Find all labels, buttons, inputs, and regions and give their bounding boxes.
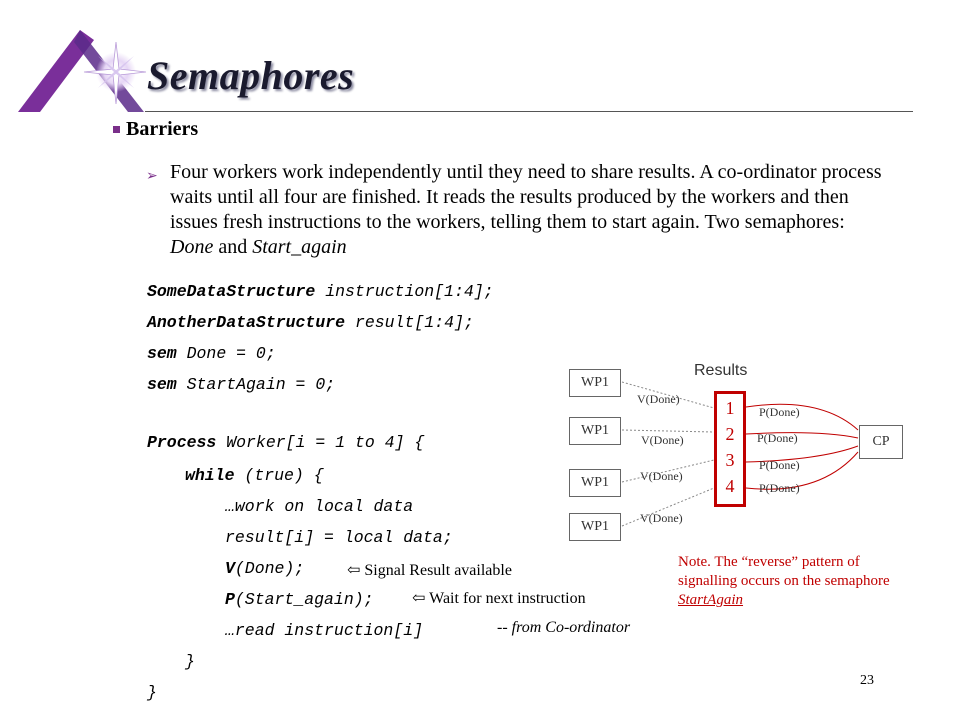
worker-box: WP1: [569, 513, 621, 541]
from-annotation: -- from Co-ordinator: [497, 619, 631, 636]
description-paragraph: [170, 160, 890, 260]
code-line: SomeDataStructure instruction[1:4];: [147, 282, 494, 301]
code-line: while (true) {: [185, 466, 324, 485]
code-line: Process Worker[i = 1 to 4] {: [147, 433, 425, 452]
v-done-label: V(Done): [640, 469, 683, 483]
left-arrow-icon: ⇦: [412, 590, 430, 607]
title-divider: [145, 111, 913, 112]
p-done-label: P(Done): [759, 405, 800, 419]
v-done-label: V(Done): [641, 433, 684, 447]
code-line: V(Done);: [225, 559, 305, 578]
result-slot: 3: [725, 450, 735, 470]
p-done-label: P(Done): [759, 458, 800, 472]
result-slot: 1: [725, 398, 735, 418]
result-slot: 4: [725, 476, 735, 496]
worker-box: WP1: [569, 469, 621, 497]
left-arrow-icon: ⇦: [347, 562, 365, 579]
semaphore-start-name: Start_again: [252, 236, 347, 258]
code-line: P(Start_again);: [225, 590, 374, 609]
code-line: sem StartAgain = 0;: [147, 375, 336, 394]
p-done-label: P(Done): [757, 431, 798, 445]
arrow-bullet-icon: ➢: [146, 169, 158, 184]
results-array: [714, 391, 746, 507]
bullet-heading: Barriers: [126, 118, 199, 140]
semaphore-done-name: Done: [170, 236, 214, 258]
worker-box: WP1: [569, 417, 621, 445]
page-number: 23: [860, 673, 874, 688]
slide-title: Semaphores: [147, 53, 355, 98]
wait-annotation: ⇦ Wait for next instruction: [412, 590, 586, 607]
note-text: Note. The “reverse” pattern of signalling occurs on the semaphore StartAgain: [678, 554, 890, 608]
worker-box: WP1: [569, 369, 621, 397]
code-line: result[i] = local data;: [225, 528, 453, 547]
v-done-label: V(Done): [640, 511, 683, 525]
code-line: sem Done = 0;: [147, 344, 276, 363]
paragraph-text: Four workers work independently until they need to share results. A co-ordinator process waits until all four are finished. It reads the results produced by the workers and then issues fresh instructions to the workers, telling them to start again. Two semaphores:: [170, 161, 882, 233]
signal-annotation: ⇦ Signal Result available: [347, 562, 512, 579]
sparkle-logo-icon: [18, 28, 148, 118]
square-bullet-icon: [113, 126, 120, 133]
p-done-label: P(Done): [759, 481, 800, 495]
code-line: }: [185, 652, 195, 671]
code-line: }: [147, 683, 157, 702]
results-label: Results: [694, 362, 748, 379]
paragraph-connector: and: [213, 236, 253, 258]
startagain-link: StartAgain: [678, 592, 744, 608]
v-done-label: V(Done): [637, 392, 680, 406]
result-slot: 2: [725, 424, 735, 444]
code-line: …read instruction[i]: [225, 621, 424, 640]
coordinator-box: CP: [859, 425, 903, 459]
code-line: …work on local data: [225, 497, 414, 516]
code-line: AnotherDataStructure result[1:4];: [147, 313, 474, 332]
